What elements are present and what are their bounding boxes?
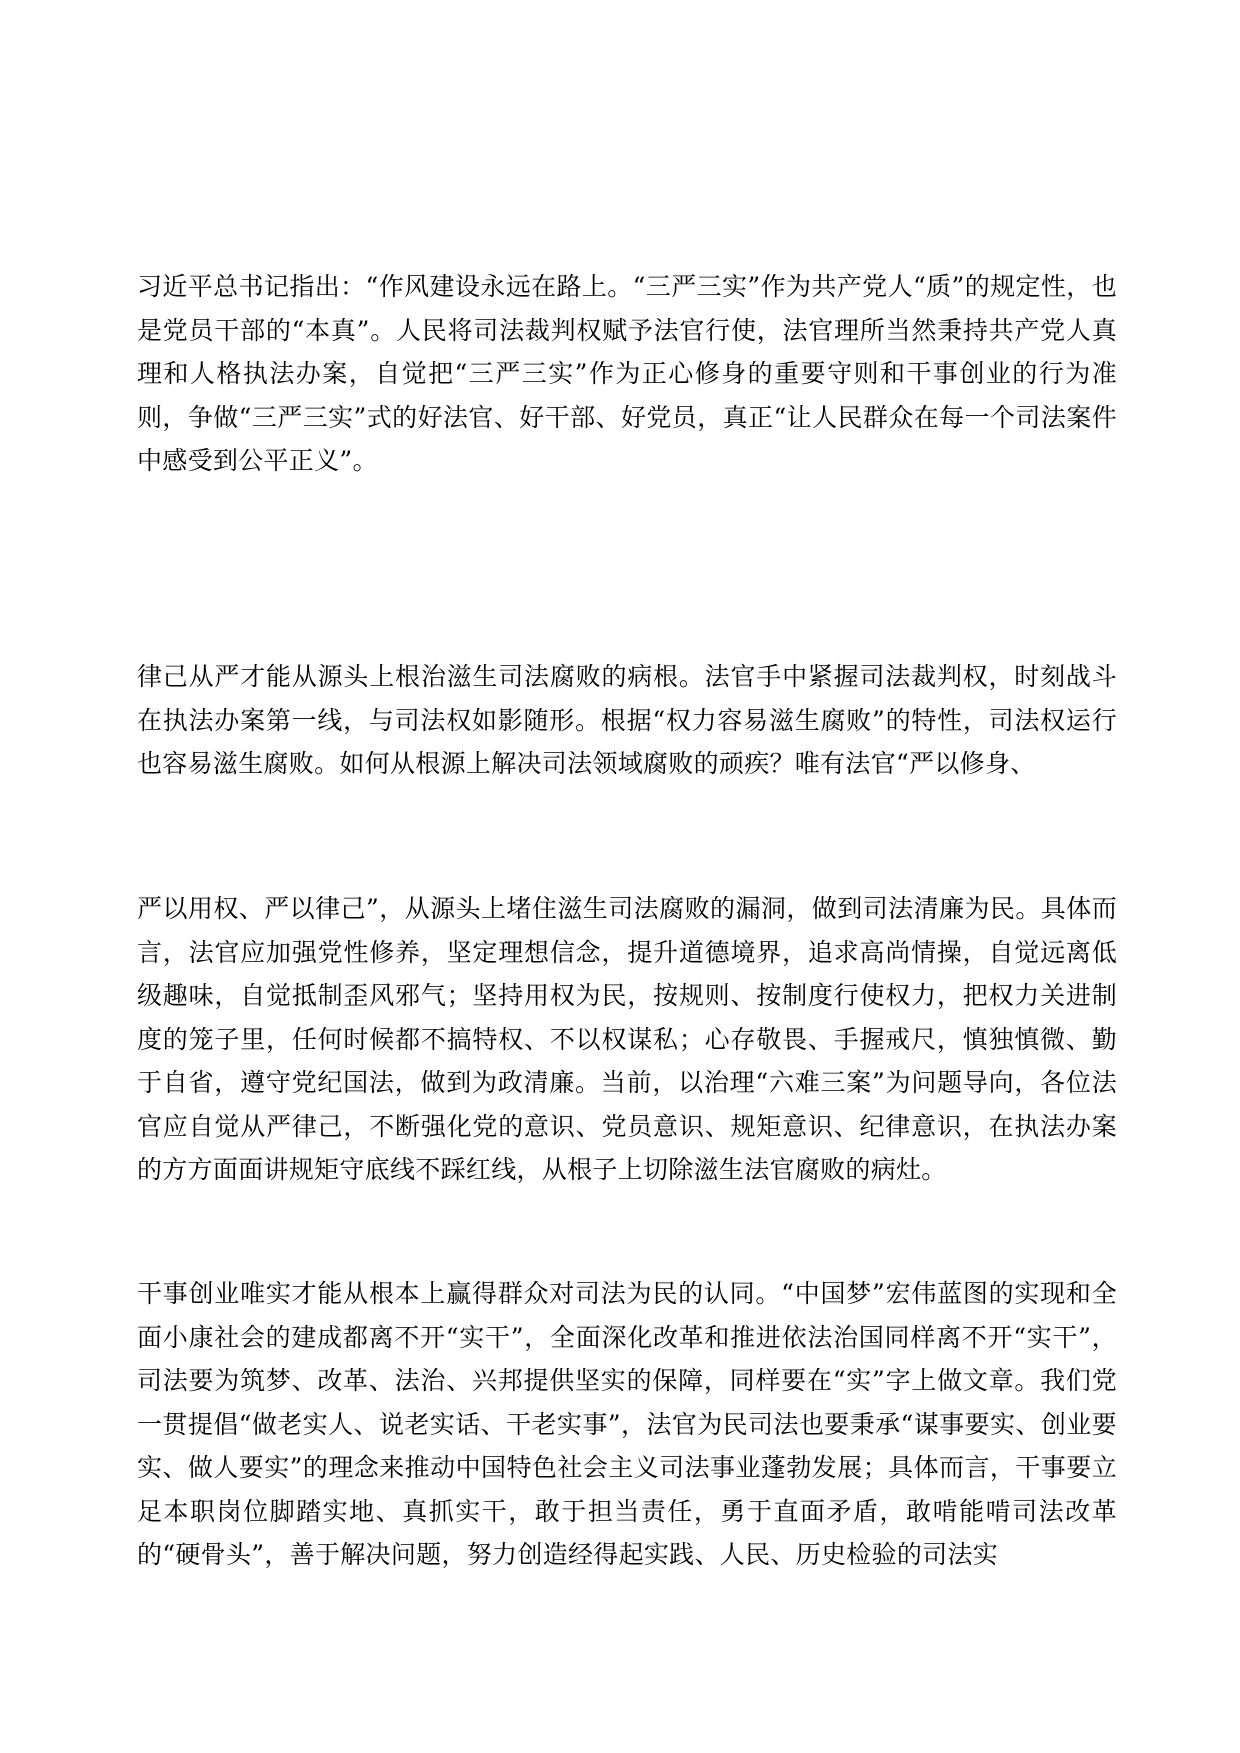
paragraph-3: 严以用权、严以律己”，从源头上堵住滋生司法腐败的漏洞，做到司法清廉为民。具体而言，法官应加强党性修养，坚定理想信念，提升道德境界，追求高尚情操，自觉远离低级趣味，自觉抵制歪风邪气；坚持用权为民，按规则、按制度行使权力，把权力关进制度的笼子里，任何时候都不搞特权、不以权谋私；心存敬畏、手握戒尺，慎独慎微、勤于自省，遵守党纪国法，做到为政清廉。当前，以治理“六难三案”为问题导向，各位法官应自觉从严律己，不断强化党的意识、党员意识、规矩意识、纪律意识，在执法办案的方方面面讲规矩守底线不踩红线，从根子上切除滋生法官腐败的病灶。 — [137, 894, 1117, 1184]
paragraph-2: 律己从严才能从源头上根治滋生司法腐败的病根。法官手中紧握司法裁判权，时刻战斗在执法办案第一线，与司法权如影随形。根据“权力容易滋生腐败”的特性，司法权运行也容易滋生腐败。如何从根源上解决司法领域腐败的顽疾？唯有法官“严以修身、 — [137, 662, 1117, 778]
paragraph-4: 干事创业唯实才能从根本上赢得群众对司法为民的认同。“中国梦”宏伟蓝图的实现和全面小康社会的建成都离不开“实干”，全面深化改革和推进依法治国同样离不开“实干”，司法要为筑梦、改革、法治、兴邦提供坚实的保障，同样要在“实”字上做文章。我们党一贯提倡“做老实人、说老实话、干老实事”，法官为民司法也要秉承“谋事要实、创业要实、做人要实”的理念来推动中国特色社会主义司法事业蓬勃发展；具体而言，干事要立足本职岗位脚踏实地、真抓实干，敢于担当责任，勇于直面矛盾，敢啃能啃司法改革的“硬骨头”，善于解决问题，努力创造经得起实践、人民、历史检验的司法实 — [137, 1279, 1117, 1569]
paragraph-1: 习近平总书记指出：“作风建设永远在路上。“三严三实”作为共产党人“质”的规定性，也是党员干部的“本真”。人民将司法裁判权赋予法官行使，法官理所当然秉持共产党人真理和人格执法办案，自觉把“三严三实”作为正心修身的重要守则和干事创业的行为准则，争做“三严三实”式的好法官、好干部、好党员，真正“让人民群众在每一个司法案件中感受到公平正义”。 — [137, 272, 1117, 475]
